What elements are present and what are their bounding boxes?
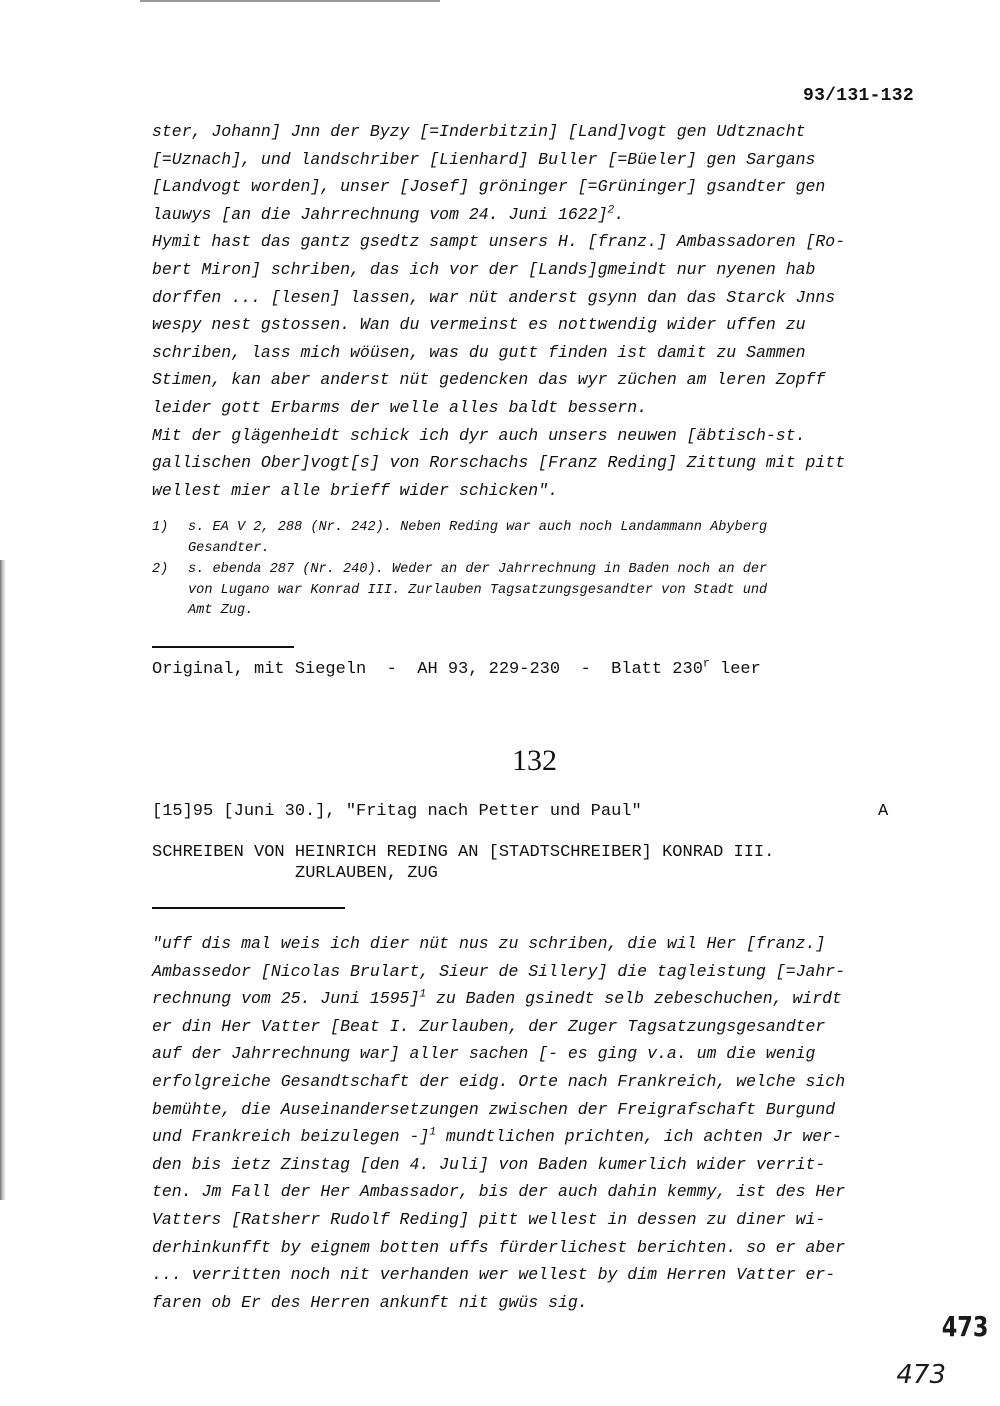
text-line: [Landvogt worden], unser [Josef] gröninger [=Grüninger] gsandter gen <box>152 177 826 197</box>
letter-132-body <box>152 930 922 1316</box>
text-line: ster, Johann] Jnn der Byzy [=Inderbitzin] [Land]vogt gen Udtznacht <box>152 122 806 141</box>
footnote-number: 2) <box>152 562 169 577</box>
text-line: erfolgreiche Gesandtschaft der eidg. Orte nach Frankreich, welche sich <box>152 1071 846 1091</box>
text-line: wellest mier alle brieff wider schicken". <box>152 480 558 500</box>
text-line: bemühte, die Auseinandersetzungen zwischen der Freigrafschaft Burgund <box>152 1099 836 1119</box>
source-text: Original, mit Siegeln - AH 93, 229-230 - Blatt 230 <box>152 660 703 679</box>
text-line: Vatters [Ratsherr Rudolf Reding] pitt wellest in dessen zu diner wi- <box>152 1209 826 1229</box>
folio-pencil-note: 473 <box>896 1360 946 1390</box>
text-line: dorffen ... [lesen] lassen, war nüt anderst gsynn dan das Starck Jnns <box>152 287 836 307</box>
text-line: ... verritten noch nit verhanden wer wellest by dim Herren Vatter er- <box>152 1265 836 1285</box>
divider <box>152 907 345 909</box>
footnote-marker: 2 <box>607 204 615 217</box>
footnote-marker: 1 <box>429 1126 436 1139</box>
scan-edge-top <box>140 0 440 2</box>
text-line: gallischen Ober]vogt[s] von Rorschachs [Franz Reding] Zittung mit pitt <box>152 453 846 473</box>
text-line: mundtlichen prichten, ich achten Jr wer- <box>435 1127 842 1147</box>
text-line: zu Baden gsinedt selb zebeschuchen, wirdt <box>426 989 842 1009</box>
text-line: wespy nest gstossen. Wan du vermeinst es nottwendig wider uffen zu <box>152 315 806 335</box>
footnote-number: 1) <box>152 520 169 535</box>
heading-line: ZURLAUBEN, ZUG <box>295 864 438 883</box>
text-line: derhinkunfft by eignem botten uffs fürderlichest berichten. so er aber <box>152 1237 846 1257</box>
text-line: Stimen, kan aber anderst nüt gedencken das wyr züchen am leren Zopff <box>152 370 826 390</box>
footnote-2 <box>152 560 922 622</box>
document-heading <box>152 842 774 884</box>
divider <box>152 646 294 648</box>
footnote-text: s. ebenda 287 (Nr. 240). Weder an der Jahrrechnung in Baden noch an der von Lugano war Konrad III. Zurlauben Tagsatzungsgesandter von Stadt und Amt Zug. <box>188 562 768 619</box>
footnote-1 <box>152 518 922 559</box>
source-note <box>152 657 761 679</box>
text-line: faren ob Er des Herren ankunft nit gwüs sig. <box>152 1292 588 1312</box>
text-line: leider gott Erbarms der welle alles baldt bessern. <box>152 397 648 417</box>
document-date: [15]95 [Juni 30.], "Fritag nach Petter und Paul" <box>152 802 642 821</box>
text-line: rechnung vom 25. Juni 1595] <box>152 989 420 1009</box>
text-line: lauwys [an die Jahrrechnung vom 24. Juni 1622] <box>152 204 608 224</box>
text-line: [=Uznach], und landschriber [Lienhard] Buller [=Büeler] gen Sargans <box>152 149 816 169</box>
text-line: Hymit hast das gantz gsedtz sampt unsers H. [franz.] Ambassadoren [Ro- <box>152 232 846 252</box>
scan-edge-left <box>0 560 6 1200</box>
text-line: und Frankreich beizulegen -] <box>152 1127 430 1147</box>
text-line: auf der Jahrrechnung war] aller sachen [- es ging v.a. um die wenig <box>152 1044 816 1064</box>
source-text-end: leer <box>709 660 761 679</box>
document-number: 132 <box>512 744 557 777</box>
heading-line: SCHREIBEN VON HEINRICH REDING AN [STADTSCHREIBER] KONRAD III. <box>152 843 775 862</box>
text-line: er din Her Vatter [Beat I. Zurlauben, der Zuger Tagsatzungsgesandter <box>152 1016 826 1036</box>
letter-131-body <box>152 118 922 504</box>
footnote-marker: 1 <box>419 988 427 1001</box>
text-line: Mit der glägenheidt schick ich dyr auch unsers neuwen [äbtisch-st. <box>152 425 806 445</box>
text-line-end: . <box>614 204 625 224</box>
footnote-text: s. EA V 2, 288 (Nr. 242). Neben Reding war auch noch Landammann Abyberg Gesandter. <box>188 520 768 556</box>
text-line: ten. Jm Fall der Her Ambassador, bis der auch dahin kemmy, ist des Her <box>152 1182 846 1202</box>
text-line: Ambassedor [Nicolas Brulart, Sieur de Sillery] die tagleistung [=Jahr- <box>152 961 846 981</box>
text-line: bert Miron] schriben, das ich vor der [Lands]gmeindt nur nyenen hab <box>152 259 816 279</box>
recto-marker: r <box>702 657 710 671</box>
document-type: A <box>878 802 889 821</box>
page-reference: 93/131-132 <box>802 86 914 106</box>
text-line: schriben, lass mich wöüsen, was du gutt finden ist damit zu Sammen <box>152 342 806 362</box>
text-line: den bis ietz Zinstag [den 4. Juli] von Baden kumerlich wider verrit- <box>152 1154 826 1174</box>
folio-stamp: 473 <box>941 1310 988 1343</box>
text-line: "uff dis mal weis ich dier nüt nus zu schriben, die wil Her [franz.] <box>152 934 826 953</box>
